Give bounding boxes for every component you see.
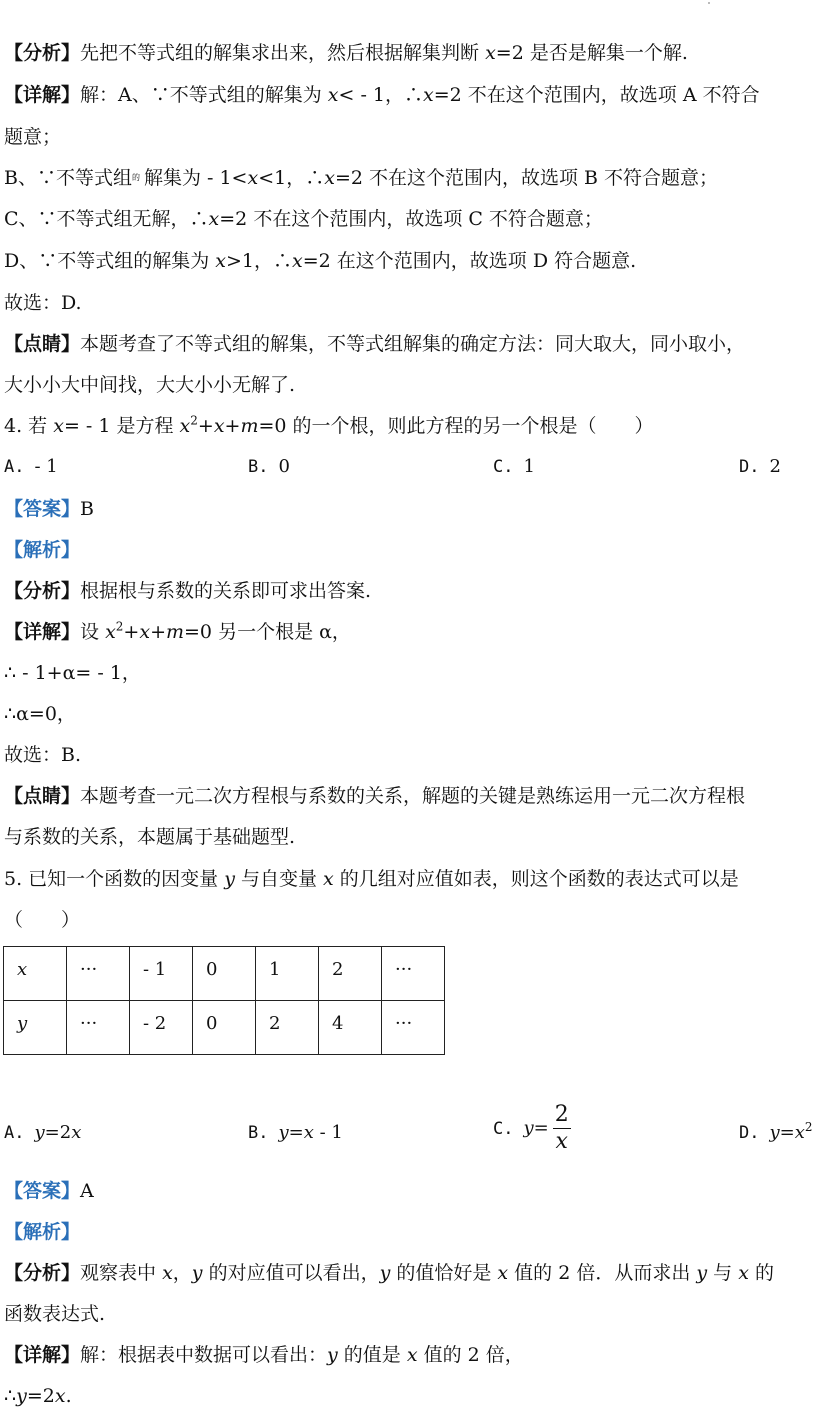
table-cell: - 1 bbox=[130, 947, 193, 1001]
q4-option-c: C. 1 bbox=[493, 456, 535, 477]
table-cell: 4 bbox=[319, 1001, 382, 1055]
detail-line-c: C、∵不等式组无解，∴x=2 不在这个范围内，故选项 C 不符合题意； bbox=[4, 208, 603, 230]
value-table bbox=[3, 946, 445, 1055]
analysis-line: 【分析】先把不等式组的解集求出来，然后根据解集判断 x=2 是否是解集一个解. bbox=[4, 42, 688, 64]
comment-line-cont: 大小小大中间找，大大小小无解了. bbox=[4, 374, 296, 396]
q5-option-d: D. $y=x^2$ bbox=[739, 1120, 813, 1143]
q4-detail: 【详解】设 $x^2+x+m=0$ 另一个根是 α， bbox=[4, 619, 351, 643]
table-row bbox=[4, 1001, 445, 1055]
table-cell: ··· bbox=[382, 1001, 445, 1055]
q5-analysis: 【分析】观察表中 x，y 的对应值可以看出，y 的值恰好是 x 值的 2 倍．从而求出 y 与 x 的 bbox=[4, 1262, 774, 1284]
q4-option-a: A. - 1 bbox=[4, 456, 58, 477]
q5-option-a: A. y=2x bbox=[4, 1122, 82, 1143]
detail-line-a-cont: 题意； bbox=[4, 126, 62, 148]
q5-detail: 【详解】解：根据表中数据可以看出：y 的值是 x 值的 2 倍， bbox=[4, 1344, 524, 1366]
table-row bbox=[4, 947, 445, 1001]
q4-choice: 故选：B. bbox=[4, 744, 82, 766]
detail-line-b: B、∵不等式组$^的$ 解集为 - 1<x<1，∴x=2 不在这个范围内，故选项 B 不符合题意； bbox=[4, 167, 719, 189]
comment-line: 【点睛】本题考查了不等式组的解集，不等式组解集的确定方法：同大取大，同小取小， bbox=[4, 333, 746, 355]
fraction: $\frac{2}{x}$ bbox=[554, 1102, 569, 1154]
table-cell: 2 bbox=[319, 947, 382, 1001]
table-cell: ··· bbox=[67, 1001, 130, 1055]
q5-option-c: C. y= $\frac{2}{x}$ bbox=[493, 1102, 569, 1154]
table-cell: 2 bbox=[256, 1001, 319, 1055]
q5-explanation-heading: 【解析】 bbox=[4, 1221, 81, 1243]
q5-option-b: B. y=x - 1 bbox=[248, 1122, 343, 1143]
question-5: 5. 已知一个函数的因变量 y 与自变量 x 的几组对应值如表，则这个函数的表达式可以是 bbox=[4, 868, 739, 890]
corner-mark bbox=[708, 2, 710, 4]
table-cell: ··· bbox=[67, 947, 130, 1001]
q4-explanation-heading: 【解析】 bbox=[4, 539, 81, 561]
table-cell: 0 bbox=[193, 1001, 256, 1055]
table-cell: - 2 bbox=[130, 1001, 193, 1055]
table-cell: x bbox=[4, 947, 67, 1001]
table-cell: ··· bbox=[382, 947, 445, 1001]
q4-step-2: ∴α=0， bbox=[4, 703, 76, 725]
q5-conclusion: ∴y=2x. bbox=[4, 1385, 72, 1407]
question-4: 4. 若 x= - 1 是方程 $x^2+x+m=0$ 的一个根，则此方程的另一个根是（ ） bbox=[4, 413, 654, 437]
detail-line-a: 【详解】解：A、∵不等式组的解集为 x< - 1，∴x=2 不在这个范围内，故选项 A 不符合 bbox=[4, 84, 760, 106]
q4-analysis: 【分析】根据根与系数的关系即可求出答案. bbox=[4, 580, 372, 602]
table-cell: 0 bbox=[193, 947, 256, 1001]
choice-line: 故选：D. bbox=[4, 292, 82, 314]
table-cell: 1 bbox=[256, 947, 319, 1001]
detail-line-d: D、∵不等式组的解集为 x>1，∴x=2 在这个范围内，故选项 D 符合题意. bbox=[4, 250, 637, 272]
q5-answer: 【答案】A bbox=[4, 1180, 94, 1202]
q4-option-b: B. 0 bbox=[248, 456, 290, 477]
q4-comment-cont: 与系数的关系，本题属于基础题型. bbox=[4, 826, 296, 848]
table-cell: y bbox=[4, 1001, 67, 1055]
q4-answer: 【答案】B bbox=[4, 498, 94, 520]
question-5-paren: （ ） bbox=[4, 909, 81, 931]
q4-comment: 【点睛】本题考查一元二次方程根与系数的关系，解题的关键是熟练运用一元二次方程根 bbox=[4, 785, 746, 807]
q5-analysis-cont: 函数表达式. bbox=[4, 1303, 106, 1325]
q4-step-1: ∴ - 1+α= - 1， bbox=[4, 662, 141, 684]
q4-option-d: D. 2 bbox=[739, 456, 781, 477]
